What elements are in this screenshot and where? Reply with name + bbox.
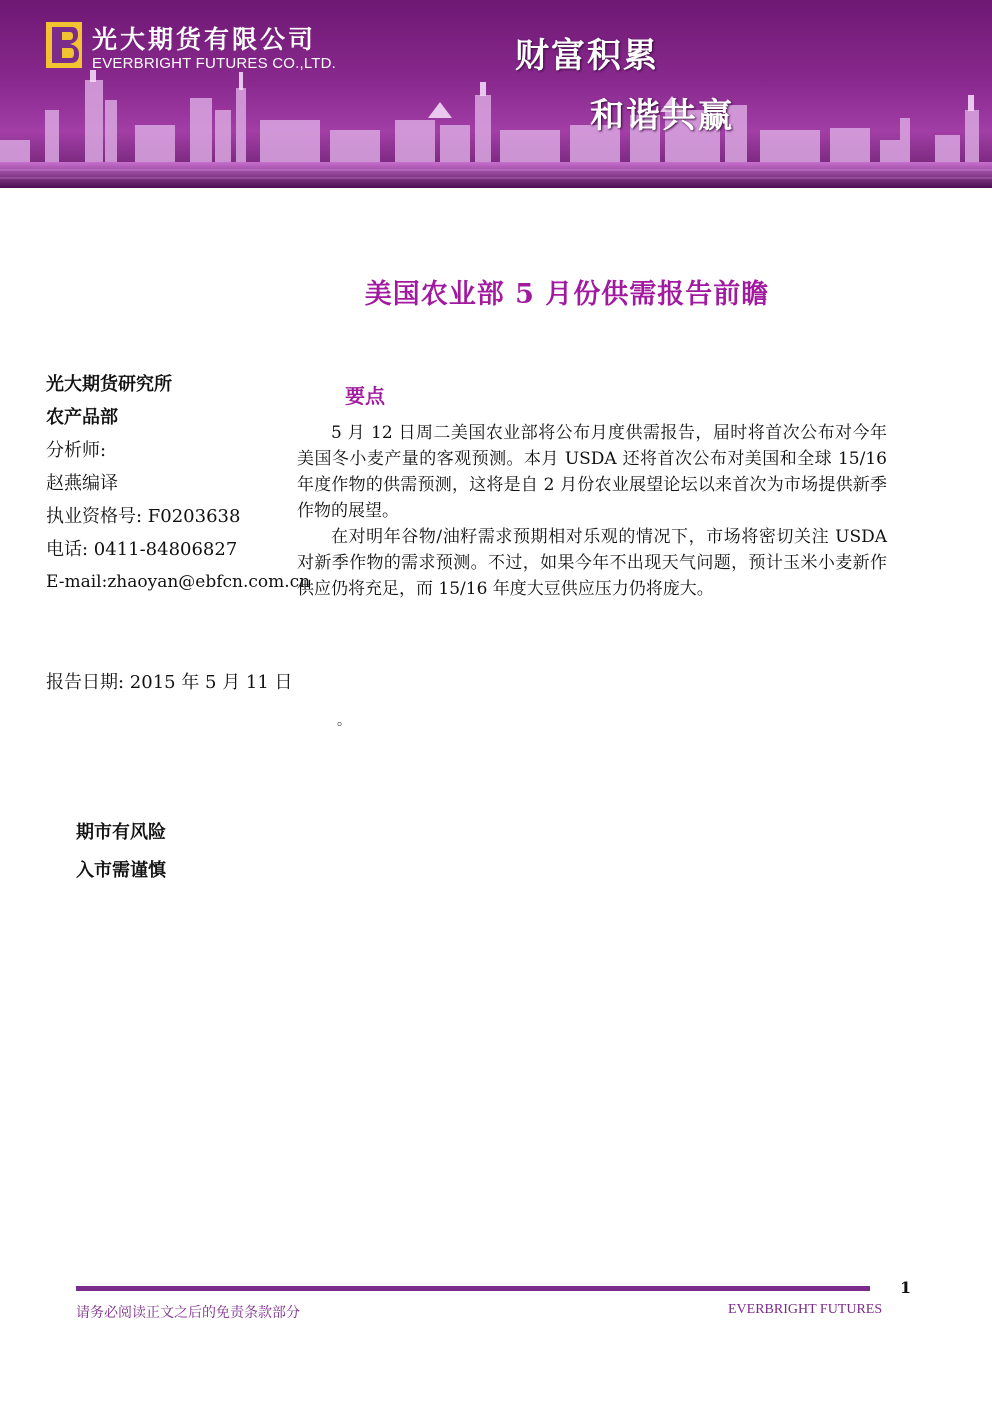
risk-warning: [76, 820, 166, 896]
author-info: [46, 368, 311, 599]
slogan-line-1: 财富积累: [515, 36, 659, 76]
license-number: 执业资格号: F0203638: [46, 506, 241, 527]
disclaimer-note: 请务必阅读正文之后的免责条款部分: [76, 1305, 300, 1321]
summary-paragraph: 在对明年谷物/油籽需求预期相对乐观的情况下，市场将密切关注 USDA 对新季作物的需求预测。不过，如果今年不出现天气问题，预计玉米小麦新作供应仍将充足，而 15/16 年度大豆供应压力仍将庞大。: [297, 527, 887, 599]
phone-number: 电话: 0411-84806827: [46, 539, 238, 560]
report-date: 报告日期: 2015 年 5 月 11 日: [46, 672, 293, 693]
everbright-logo-icon: [46, 22, 82, 68]
page-number: 1: [900, 1278, 912, 1297]
report-title: 美国农业部 5 月份供需报告前瞻: [364, 279, 770, 310]
summary-paragraph: 5 月 12 日周二美国农业部将公布月度供需报告，届时将首次公布对今年美国冬小麦产量的客观预测。本月 USDA 还将首次公布对美国和全球 15/16 年度作物的供需预测，这将是自 2 月份农业展望论坛以来首次为市场提供新季作物的展望。: [297, 423, 887, 521]
department-name: 农产品部: [46, 407, 118, 428]
key-points-body: [297, 420, 887, 602]
footer-divider: [76, 1286, 870, 1291]
header-banner: [0, 0, 992, 188]
analyst-name: 赵燕编译: [46, 473, 118, 494]
risk-warning-line-2: 入市需谨慎: [76, 860, 166, 881]
analyst-label: 分析师:: [46, 440, 107, 461]
slogan-line-2: 和谐共赢: [590, 96, 734, 136]
company-name-cn: 光大期货有限公司: [92, 25, 317, 54]
email-address: E-mail:zhaoyan@ebfcn.com.cn: [46, 572, 311, 592]
institute-name: 光大期货研究所: [46, 374, 172, 395]
company-name-en: EVERBRIGHT FUTURES CO.,LTD.: [92, 55, 337, 72]
risk-warning-line-1: 期市有风险: [76, 822, 166, 843]
key-points-heading: 要点: [345, 384, 385, 408]
footer-brand: EVERBRIGHT FUTURES: [728, 1302, 883, 1317]
stray-punctuation: 。: [337, 713, 351, 729]
